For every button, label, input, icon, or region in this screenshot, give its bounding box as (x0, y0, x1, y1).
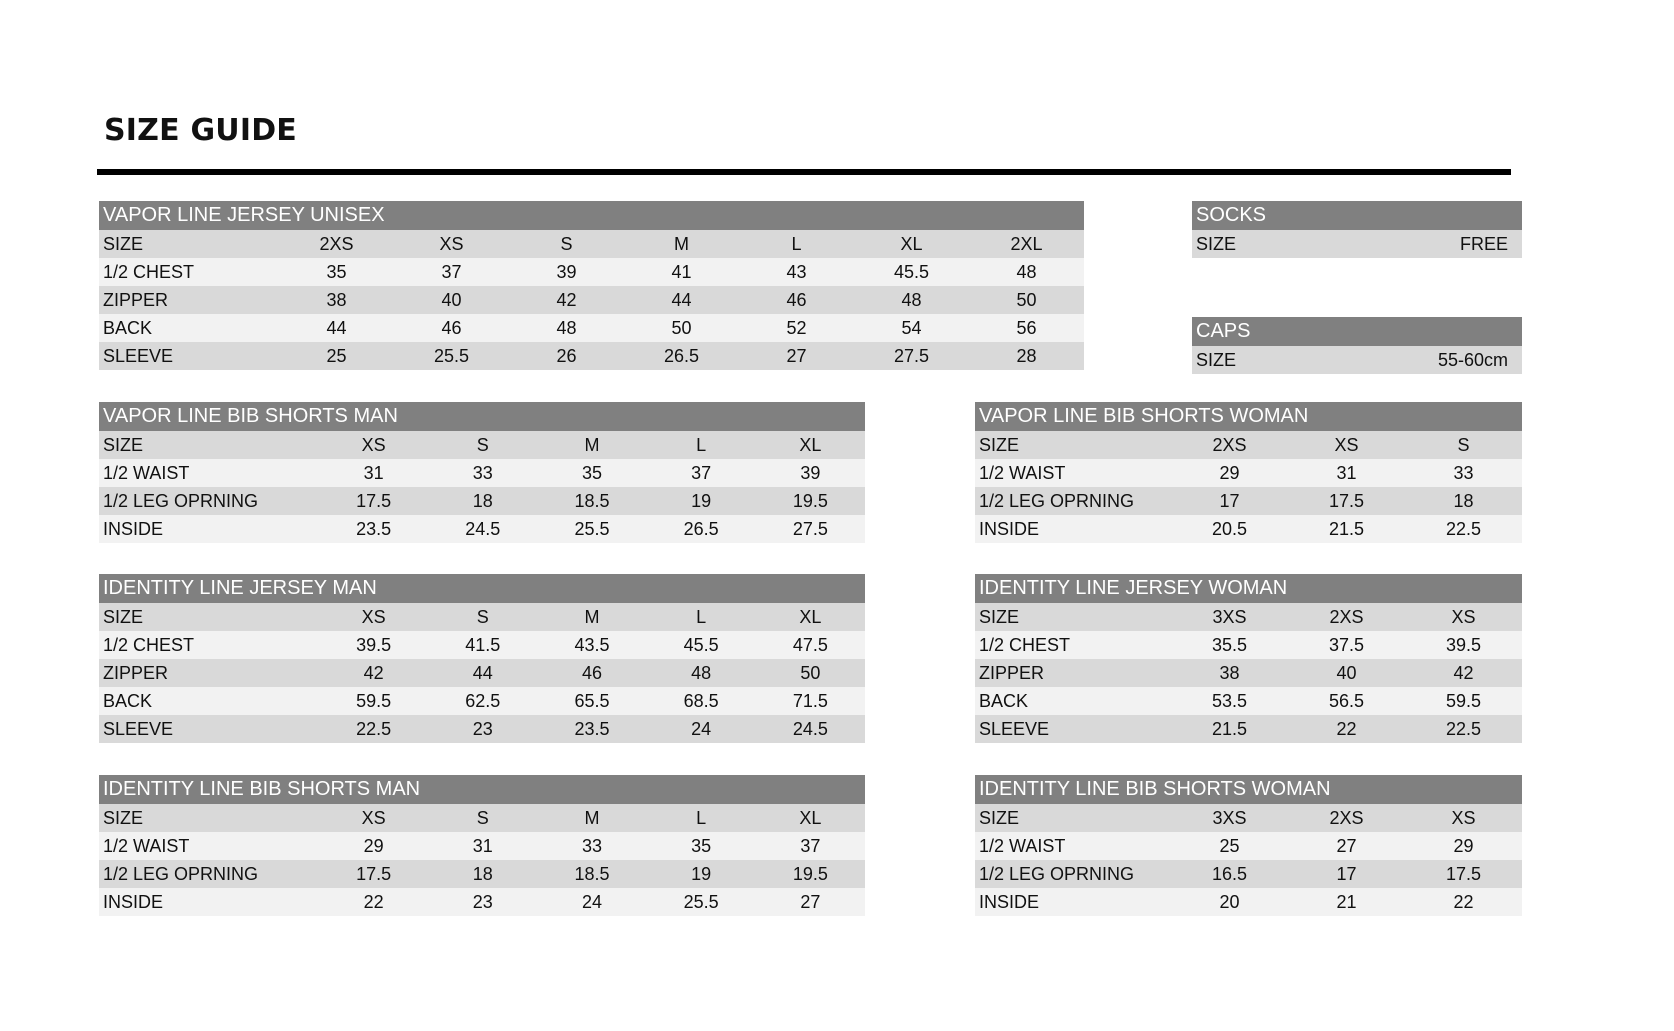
table-title: CAPS (1192, 317, 1522, 346)
measurement-cell: 19.5 (756, 487, 865, 515)
measurement-cell: 29 (1405, 832, 1522, 860)
size-header-row (99, 804, 865, 832)
row-label: INSIDE (99, 515, 319, 543)
size-label: S (428, 431, 537, 459)
row-label: 1/2 LEG OPRNING (99, 487, 319, 515)
measurement-cell: 42 (509, 286, 624, 314)
size-label: 3XS (1171, 804, 1288, 832)
measurement-cell: 38 (1171, 659, 1288, 687)
size-label: M (537, 804, 646, 832)
measurement-cell: 37 (756, 832, 865, 860)
measurement-cell: 17.5 (1288, 487, 1405, 515)
measurement-cell: 35 (537, 459, 646, 487)
measurement-cell: 46 (394, 314, 509, 342)
row-label: 1/2 LEG OPRNING (975, 860, 1171, 888)
measurement-cell: 65.5 (537, 687, 646, 715)
measurement-cell: 22.5 (319, 715, 428, 743)
measurement-cell: 48 (969, 258, 1084, 286)
measurement-cell: 28 (969, 342, 1084, 370)
size-label: XS (319, 431, 428, 459)
measurement-cell: 48 (647, 659, 756, 687)
table-row (975, 860, 1522, 888)
measurement-cell: 21.5 (1288, 515, 1405, 543)
table-row (975, 487, 1522, 515)
measurement-cell: 71.5 (756, 687, 865, 715)
measurement-cell: 48 (854, 286, 969, 314)
size-table-vapor-jersey-unisex (99, 201, 1084, 370)
table-row (99, 342, 1084, 370)
measurement-cell: 20 (1171, 888, 1288, 916)
measurement-cell: 25.5 (537, 515, 646, 543)
table-row (975, 715, 1522, 743)
measurement-cell: 22 (319, 888, 428, 916)
measurement-cell: 50 (624, 314, 739, 342)
measurement-cell: 19 (647, 487, 756, 515)
table-row (975, 687, 1522, 715)
measurement-cell: 54 (854, 314, 969, 342)
row-label: 1/2 WAIST (99, 832, 319, 860)
table-row (99, 687, 865, 715)
size-label: S (428, 603, 537, 631)
measurement-cell: 24.5 (428, 515, 537, 543)
measurement-cell: 25 (1171, 832, 1288, 860)
size-header-row (975, 431, 1522, 459)
measurement-cell: 27.5 (854, 342, 969, 370)
measurement-cell: 62.5 (428, 687, 537, 715)
row-label: INSIDE (99, 888, 319, 916)
table-row (99, 860, 865, 888)
measurement-cell: 53.5 (1171, 687, 1288, 715)
table-title: VAPOR LINE JERSEY UNISEX (99, 201, 1084, 230)
measurement-cell: 35.5 (1171, 631, 1288, 659)
table-row (99, 515, 865, 543)
table-title: IDENTITY LINE JERSEY WOMAN (975, 574, 1522, 603)
size-label: XS (319, 804, 428, 832)
measurement-cell: 37 (647, 459, 756, 487)
measurement-cell: 38 (279, 286, 394, 314)
measurement-cell: 46 (739, 286, 854, 314)
size-label: L (647, 603, 756, 631)
measurement-cell: 27 (739, 342, 854, 370)
measurement-cell: 31 (428, 832, 537, 860)
measurement-cell: 22 (1288, 715, 1405, 743)
measurement-cell: 41.5 (428, 631, 537, 659)
row-label: ZIPPER (99, 286, 279, 314)
row-label: 1/2 WAIST (99, 459, 319, 487)
size-label: L (739, 230, 854, 258)
row-label: 1/2 LEG OPRNING (975, 487, 1171, 515)
size-header-row (975, 804, 1522, 832)
table-title: VAPOR LINE BIB SHORTS MAN (99, 402, 865, 431)
measurement-cell: 17 (1171, 487, 1288, 515)
measurement-cell: 45.5 (647, 631, 756, 659)
measurement-cell: 37 (394, 258, 509, 286)
size-table-identity-bib-man (99, 775, 865, 916)
measurement-cell: 18.5 (537, 860, 646, 888)
measurement-cell: 18 (428, 860, 537, 888)
measurement-cell: 18.5 (537, 487, 646, 515)
size-header-row (99, 431, 865, 459)
table-row (975, 659, 1522, 687)
size-table-identity-jersey-man (99, 574, 865, 743)
table-title: SOCKS (1192, 201, 1522, 230)
row-label: ZIPPER (99, 659, 319, 687)
measurement-cell: 26.5 (624, 342, 739, 370)
measurement-cell: 68.5 (647, 687, 756, 715)
size-header-row (975, 603, 1522, 631)
measurement-cell: 25 (279, 342, 394, 370)
measurement-cell: 52 (739, 314, 854, 342)
size-label: S (1405, 431, 1522, 459)
measurement-cell: 39.5 (1405, 631, 1522, 659)
measurement-cell: 35 (647, 832, 756, 860)
row-label: INSIDE (975, 515, 1171, 543)
measurement-cell: 25.5 (647, 888, 756, 916)
measurement-cell: 37.5 (1288, 631, 1405, 659)
measurement-cell: 24 (647, 715, 756, 743)
size-table-socks (1192, 201, 1522, 258)
measurement-cell: 50 (969, 286, 1084, 314)
table-row (975, 459, 1522, 487)
size-label: XS (394, 230, 509, 258)
row-label: SIZE (975, 603, 1171, 631)
measurement-cell: 29 (1171, 459, 1288, 487)
measurement-cell: 39.5 (319, 631, 428, 659)
measurement-cell: 45.5 (854, 258, 969, 286)
table-row (975, 631, 1522, 659)
table-row (975, 832, 1522, 860)
row-label: SIZE (1192, 346, 1302, 374)
measurement-cell: 21 (1288, 888, 1405, 916)
measurement-cell: 33 (1405, 459, 1522, 487)
title-divider (97, 169, 1511, 175)
size-label: S (509, 230, 624, 258)
measurement-cell: 39 (756, 459, 865, 487)
table-row (99, 459, 865, 487)
measurement-cell: 47.5 (756, 631, 865, 659)
measurement-cell: 21.5 (1171, 715, 1288, 743)
size-label: XS (319, 603, 428, 631)
measurement-cell: 40 (1288, 659, 1405, 687)
table-title: IDENTITY LINE BIB SHORTS WOMAN (975, 775, 1522, 804)
table-row (99, 314, 1084, 342)
measurement-cell: 17 (1288, 860, 1405, 888)
row-label: SIZE (99, 230, 279, 258)
table-row (99, 286, 1084, 314)
row-label: SLEEVE (975, 715, 1171, 743)
size-label: XL (854, 230, 969, 258)
size-label: XS (1405, 603, 1522, 631)
measurement-cell: 44 (624, 286, 739, 314)
measurement-cell: 42 (1405, 659, 1522, 687)
row-label: SIZE (975, 431, 1171, 459)
size-label: 55-60cm (1302, 346, 1522, 374)
measurement-cell: 29 (319, 832, 428, 860)
measurement-cell: 56 (969, 314, 1084, 342)
measurement-cell: 20.5 (1171, 515, 1288, 543)
measurement-cell: 23 (428, 888, 537, 916)
size-label: XS (1288, 431, 1405, 459)
size-label: S (428, 804, 537, 832)
measurement-cell: 27 (756, 888, 865, 916)
measurement-cell: 18 (1405, 487, 1522, 515)
measurement-cell: 39 (509, 258, 624, 286)
measurement-cell: 59.5 (319, 687, 428, 715)
measurement-cell: 44 (279, 314, 394, 342)
size-header-row (1192, 230, 1522, 258)
measurement-cell: 26 (509, 342, 624, 370)
row-label: 1/2 CHEST (975, 631, 1171, 659)
table-row (99, 832, 865, 860)
measurement-cell: 33 (537, 832, 646, 860)
measurement-cell: 24.5 (756, 715, 865, 743)
row-label: BACK (99, 687, 319, 715)
measurement-cell: 56.5 (1288, 687, 1405, 715)
size-header-row (99, 230, 1084, 258)
size-label: XL (756, 431, 865, 459)
table-row (99, 715, 865, 743)
page-title: SIZE GUIDE (104, 113, 298, 148)
table-row (99, 258, 1084, 286)
measurement-cell: 17.5 (1405, 860, 1522, 888)
size-table-vapor-bib-man (99, 402, 865, 543)
measurement-cell: 17.5 (319, 860, 428, 888)
size-label: M (537, 603, 646, 631)
size-label: 3XS (1171, 603, 1288, 631)
row-label: 1/2 WAIST (975, 832, 1171, 860)
measurement-cell: 23.5 (319, 515, 428, 543)
size-label: L (647, 804, 756, 832)
row-label: SIZE (1192, 230, 1302, 258)
size-label: M (624, 230, 739, 258)
measurement-cell: 22.5 (1405, 715, 1522, 743)
size-table-caps (1192, 317, 1522, 374)
measurement-cell: 19.5 (756, 860, 865, 888)
row-label: SIZE (975, 804, 1171, 832)
row-label: SLEEVE (99, 715, 319, 743)
table-title: IDENTITY LINE BIB SHORTS MAN (99, 775, 865, 804)
size-table-identity-jersey-woman (975, 574, 1522, 743)
size-header-row (1192, 346, 1522, 374)
measurement-cell: 35 (279, 258, 394, 286)
table-row (975, 515, 1522, 543)
measurement-cell: 17.5 (319, 487, 428, 515)
size-label: XL (756, 603, 865, 631)
row-label: SIZE (99, 804, 319, 832)
table-title: VAPOR LINE BIB SHORTS WOMAN (975, 402, 1522, 431)
measurement-cell: 31 (319, 459, 428, 487)
table-row (99, 487, 865, 515)
measurement-cell: 43.5 (537, 631, 646, 659)
row-label: INSIDE (975, 888, 1171, 916)
row-label: 1/2 CHEST (99, 631, 319, 659)
measurement-cell: 22 (1405, 888, 1522, 916)
table-row (99, 659, 865, 687)
measurement-cell: 43 (739, 258, 854, 286)
table-title: IDENTITY LINE JERSEY MAN (99, 574, 865, 603)
table-row (99, 888, 865, 916)
row-label: SLEEVE (99, 342, 279, 370)
measurement-cell: 23.5 (537, 715, 646, 743)
size-label: 2XS (1171, 431, 1288, 459)
size-label: 2XS (279, 230, 394, 258)
measurement-cell: 31 (1288, 459, 1405, 487)
measurement-cell: 19 (647, 860, 756, 888)
measurement-cell: 22.5 (1405, 515, 1522, 543)
row-label: SIZE (99, 603, 319, 631)
row-label: 1/2 LEG OPRNING (99, 860, 319, 888)
row-label: SIZE (99, 431, 319, 459)
measurement-cell: 33 (428, 459, 537, 487)
measurement-cell: 44 (428, 659, 537, 687)
measurement-cell: 26.5 (647, 515, 756, 543)
measurement-cell: 42 (319, 659, 428, 687)
size-label: M (537, 431, 646, 459)
size-label: XS (1405, 804, 1522, 832)
measurement-cell: 16.5 (1171, 860, 1288, 888)
measurement-cell: 27.5 (756, 515, 865, 543)
table-row (975, 888, 1522, 916)
measurement-cell: 27 (1288, 832, 1405, 860)
measurement-cell: 50 (756, 659, 865, 687)
size-table-vapor-bib-woman (975, 402, 1522, 543)
size-header-row (99, 603, 865, 631)
measurement-cell: 24 (537, 888, 646, 916)
measurement-cell: 46 (537, 659, 646, 687)
size-label: 2XS (1288, 603, 1405, 631)
row-label: 1/2 WAIST (975, 459, 1171, 487)
size-label: XL (756, 804, 865, 832)
measurement-cell: 40 (394, 286, 509, 314)
size-table-identity-bib-woman (975, 775, 1522, 916)
table-row (99, 631, 865, 659)
row-label: BACK (99, 314, 279, 342)
measurement-cell: 25.5 (394, 342, 509, 370)
row-label: BACK (975, 687, 1171, 715)
row-label: ZIPPER (975, 659, 1171, 687)
measurement-cell: 41 (624, 258, 739, 286)
measurement-cell: 23 (428, 715, 537, 743)
measurement-cell: 59.5 (1405, 687, 1522, 715)
size-label: 2XS (1288, 804, 1405, 832)
measurement-cell: 18 (428, 487, 537, 515)
size-label: FREE (1302, 230, 1522, 258)
row-label: 1/2 CHEST (99, 258, 279, 286)
size-label: 2XL (969, 230, 1084, 258)
measurement-cell: 48 (509, 314, 624, 342)
size-label: L (647, 431, 756, 459)
